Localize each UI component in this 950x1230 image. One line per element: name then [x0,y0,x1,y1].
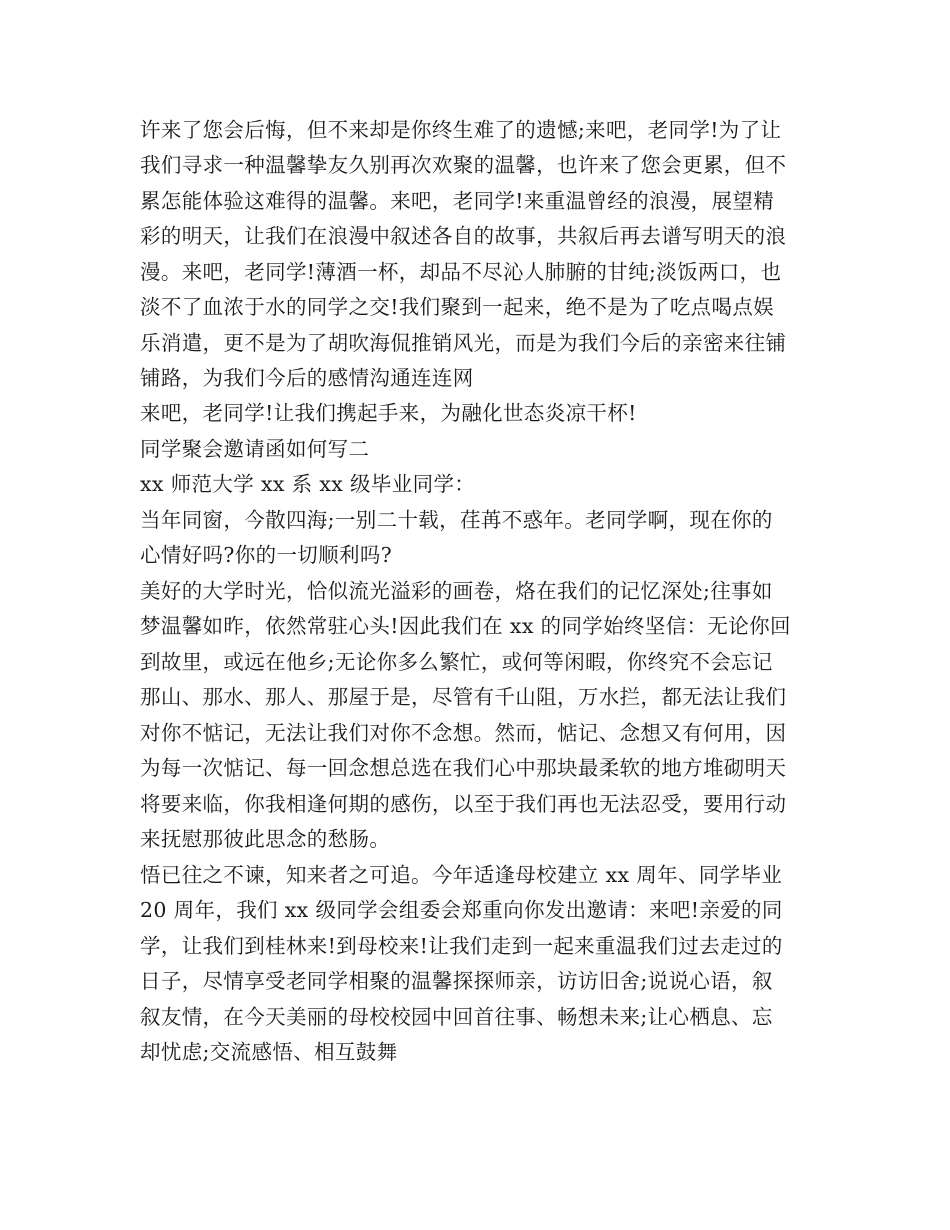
text-line: 许来了您会后悔，但不来却是你终生难了的遗憾;来吧，老同学!为了让 [140,118,782,142]
text-line: 却忧虑;交流感悟、相互鼓舞 [140,1040,398,1064]
text-line: 到故里，或远在他乡;无论你多么繁忙，或何等闲暇，你终究不会忘记 [140,650,773,674]
text-line: 当年同窗，今散四海;一别二十载，荏苒不惑年。老同学啊，现在你的 [140,508,773,532]
text-line: 累怎能体验这难得的温馨。来吧，老同学!来重温曾经的浪漫，展望精 [140,189,775,213]
text-line: 来吧，老同学!让我们携起手来，为融化世态炎凉干杯! [140,401,637,425]
text-line: 我们寻求一种温馨挚友久别再次欢聚的温馨，也许来了您会更累，但不 [140,153,787,177]
text-line: 来抚慰那彼此思念的愁肠。 [140,827,391,851]
text-line: 将要来临，你我相逢何期的感伤，以至于我们再也无法忍受，要用行动 [140,792,787,816]
text-line: 梦温馨如昨，依然常驻心头!因此我们在 xx 的同学始终坚信：无论你回 [140,614,791,638]
text-line: 心情好吗?你的一切顺利吗? [140,543,393,567]
text-line: 那山、那水、那人、那屋于是，尽管有千山阻，万水拦，都无法让我们 [140,685,787,709]
text-line: 对你不惦记，无法让我们对你不念想。然而，惦记、念想又有何用，因 [140,721,787,745]
text-line: 悟已往之不谏，知来者之可追。今年适逢母校建立 xx 周年、同学毕业 [140,863,783,887]
text-line: 日子，尽情享受老同学相聚的温馨探探师亲，访访旧舍;说说心语，叙 [140,969,773,993]
text-line: 彩的明天，让我们在浪漫中叙述各自的故事，共叙后再去谱写明天的浪 [140,224,787,248]
text-line: 漫。来吧，老同学!薄酒一杯，却品不尽沁人肺腑的甘纯;淡饭两口，也 [140,260,782,284]
text-line: 乐消遣，更不是为了胡吹海侃推销风光，而是为我们今后的亲密来往铺 [140,331,787,355]
salutation: xx 师范大学 xx 系 xx 级毕业同学： [140,472,476,496]
text-line: 叙友情，在今天美丽的母校校园中回首往事、畅想未来;让心栖息、忘 [140,1005,773,1029]
text-line: 美好的大学时光，恰似流光溢彩的画卷，烙在我们的记忆深处;往事如 [140,579,773,603]
section-heading: 同学聚会邀请函如何写二 [140,437,370,461]
text-line: 学，让我们到桂林来!到母校来!让我们走到一起来重温我们过去走过的 [140,934,783,958]
text-line: 淡不了血浓于水的同学之交!我们聚到一起来，绝不是为了吃点喝点娱 [140,295,775,319]
text-line: 铺路，为我们今后的感情沟通连连网 [140,366,474,390]
text-line: 20 周年，我们 xx 级同学会组委会郑重向你发出邀请：来吧!亲爱的同 [140,898,783,922]
text-line: 为每一次惦记、每一回念想总选在我们心中那块最柔软的地方堆砌明天 [140,756,787,780]
